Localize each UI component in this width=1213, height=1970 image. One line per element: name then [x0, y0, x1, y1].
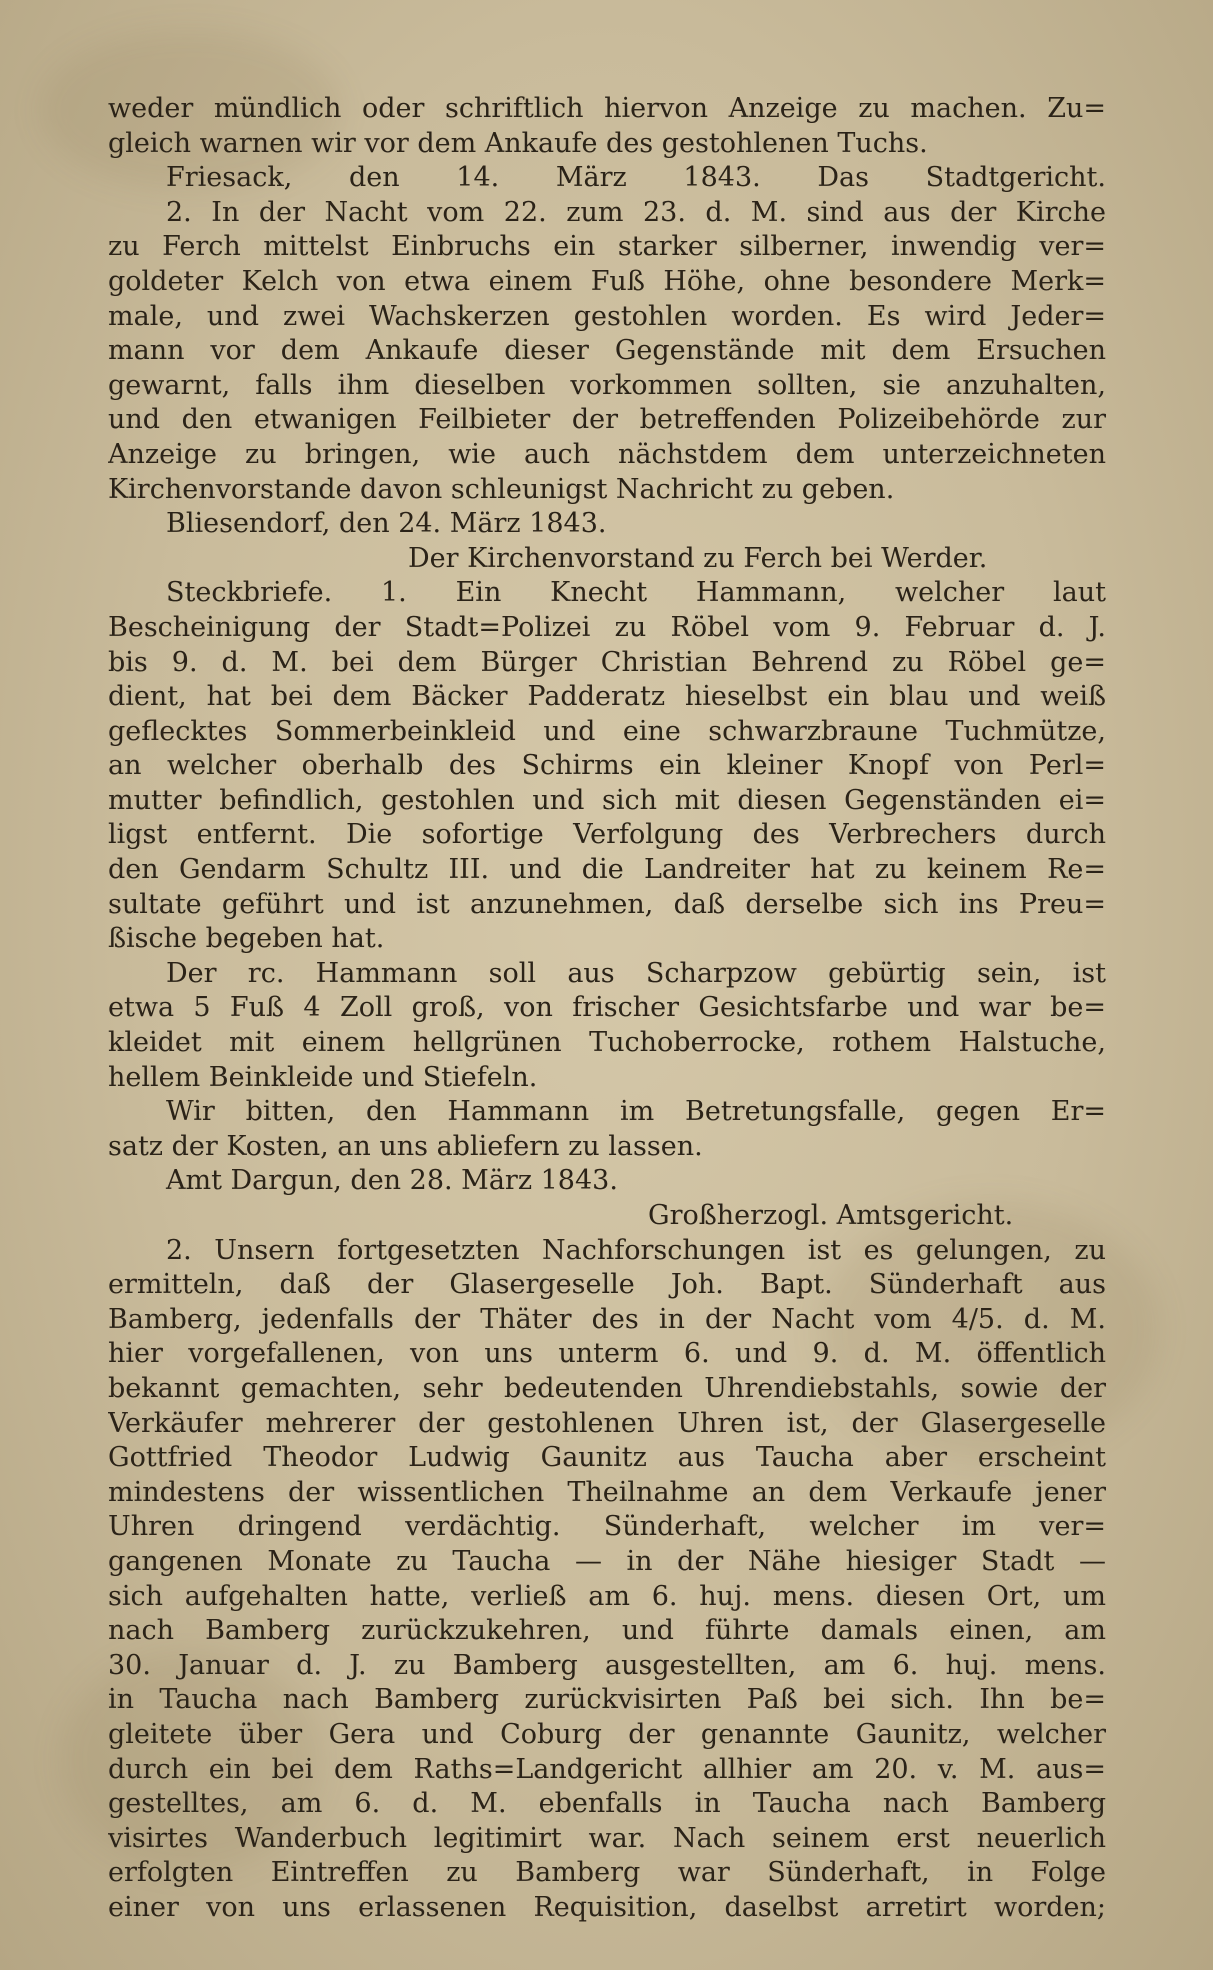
signature-line: Friesack, den 14. März 1843. Das Stadtgericht. [166, 162, 1106, 194]
text-line: an welcher oberhalb des Schirms ein kleiner Knopf von Perl= [108, 750, 1106, 782]
text-line: visirtes Wanderbuch legitimirt war. Nach seinem erst neuerlich [108, 1822, 1106, 1854]
text-line: einer von uns erlassenen Requisition, daselbst arretirt worden; [108, 1891, 1106, 1923]
text-line: male, und zwei Wachskerzen gestohlen worden. Es wird Jeder= [108, 300, 1106, 332]
text-line: zu Ferch mittelst Einbruchs ein starker silberner, inwendig ver= [108, 231, 1106, 263]
text-line: mutter befindlich, gestohlen und sich mit diesen Gegenständen ei= [108, 784, 1106, 816]
signature-line: Amt Dargun, den 28. März 1843. [166, 1165, 618, 1197]
text-line: Gottfried Theodor Ludwig Gaunitz aus Taucha aber erscheint [108, 1442, 1106, 1474]
text-line: hellem Beinkleide und Stiefeln. [108, 1061, 538, 1093]
signature-line: Großherzogl. Amtsgericht. [648, 1200, 1014, 1231]
text-line: in Taucha nach Bamberg zurückvisirten Paß bei sich. Ihn be= [108, 1684, 1106, 1716]
text-line: sich aufgehalten hatte, verließ am 6. huj. mens. diesen Ort, um [108, 1580, 1106, 1612]
text-line: weder mündlich oder schriftlich hiervon Anzeige zu machen. Zu= [108, 93, 1106, 124]
text-line: gleich warnen wir vor dem Ankaufe des gestohlenen Tuchs. [108, 127, 928, 159]
text-line: den Gendarm Schultz III. und die Landreiter hat zu keinem Re= [108, 854, 1106, 886]
text-line: Anzeige zu bringen, wie auch nächstdem dem unterzeichneten [108, 438, 1106, 470]
text-line: Bamberg, jedenfalls der Thäter des in der Nacht vom 4/5. d. M. [108, 1303, 1106, 1335]
text-line: gangenen Monate zu Taucha — in der Nähe hiesiger Stadt — [108, 1545, 1106, 1577]
text-line: bekannt gemachten, sehr bedeutenden Uhrendiebstahls, sowie der [108, 1372, 1106, 1404]
text-line: sultate geführt und ist anzunehmen, daß derselbe sich ins Preu= [108, 888, 1106, 920]
text-line: mindestens der wissentlichen Theilnahme an dem Verkaufe jener [108, 1476, 1106, 1508]
signature-line: Bliesendorf, den 24. März 1843. [166, 508, 607, 540]
text-line: Verkäufer mehrerer der gestohlenen Uhren ist, der Glasergeselle [108, 1407, 1106, 1439]
text-line: gewarnt, falls ihm dieselben vorkommen sollten, sie anzuhalten, [108, 369, 1106, 401]
text-line: goldeter Kelch von etwa einem Fuß Höhe, ohne besondere Merk= [108, 265, 1106, 297]
article-text [108, 92, 1106, 1925]
text-line: geflecktes Sommerbeinkleid und eine schwarzbraune Tuchmütze, [108, 715, 1106, 747]
text-line: gleitete über Gera und Coburg der genannte Gaunitz, welcher [108, 1718, 1106, 1750]
text-line: durch ein bei dem Raths=Landgericht allhier am 20. v. M. aus= [108, 1753, 1106, 1785]
text-line: Bescheinigung der Stadt=Polizei zu Röbel vom 9. Februar d. J. [108, 611, 1106, 643]
text-line: Uhren dringend verdächtig. Sünderhaft, welcher im ver= [108, 1511, 1106, 1543]
text-line: und den etwanigen Feilbieter der betreffenden Polizeibehörde zur [108, 404, 1106, 436]
text-line: ligst entfernt. Die sofortige Verfolgung des Verbrechers durch [108, 819, 1106, 851]
text-line: 2. In der Nacht vom 22. zum 23. d. M. sind aus der Kirche [166, 196, 1106, 228]
signature-line: Der Kirchenvorstand zu Ferch bei Werder. [408, 542, 988, 574]
text-line: hier vorgefallenen, von uns unterm 6. und 9. d. M. öffentlich [108, 1338, 1106, 1370]
text-line: dient, hat bei dem Bäcker Padderatz hieselbst ein blau und weiß [108, 681, 1106, 713]
text-line: erfolgten Eintreffen zu Bamberg war Sünderhaft, in Folge [108, 1857, 1106, 1889]
text-line: etwa 5 Fuß 4 Zoll groß, von frischer Gesichtsfarbe und war be= [108, 992, 1106, 1024]
text-line: 30. Januar d. J. zu Bamberg ausgestellten, am 6. huj. mens. [108, 1649, 1106, 1681]
text-line: Wir bitten, den Hammann im Betretungsfalle, gegen Er= [166, 1096, 1106, 1128]
text-line: mann vor dem Ankaufe dieser Gegenstände mit dem Ersuchen [108, 335, 1106, 367]
text-line: satz der Kosten, an uns abliefern zu lassen. [108, 1130, 703, 1162]
heading-line: Steckbriefe. 1. Ein Knecht Hammann, welcher laut [166, 577, 1106, 609]
text-line: nach Bamberg zurückzukehren, und führte damals einen, am [108, 1615, 1106, 1647]
text-line: gestelltes, am 6. d. M. ebenfalls in Taucha nach Bamberg [108, 1788, 1106, 1820]
text-line: bis 9. d. M. bei dem Bürger Christian Behrend zu Röbel ge= [108, 646, 1106, 678]
text-line: ßische begeben hat. [108, 923, 385, 955]
text-line: 2. Unsern fortgesetzten Nachforschungen ist es gelungen, zu [166, 1234, 1106, 1266]
text-line: ermitteln, daß der Glasergeselle Joh. Bapt. Sünderhaft aus [108, 1269, 1106, 1301]
text-line: Der rc. Hammann soll aus Scharpzow gebürtig sein, ist [166, 957, 1106, 989]
text-line: Kirchenvorstande davon schleunigst Nachricht zu geben. [108, 473, 895, 505]
text-line: kleidet mit einem hellgrünen Tuchoberrocke, rothem Halstuche, [108, 1027, 1106, 1059]
